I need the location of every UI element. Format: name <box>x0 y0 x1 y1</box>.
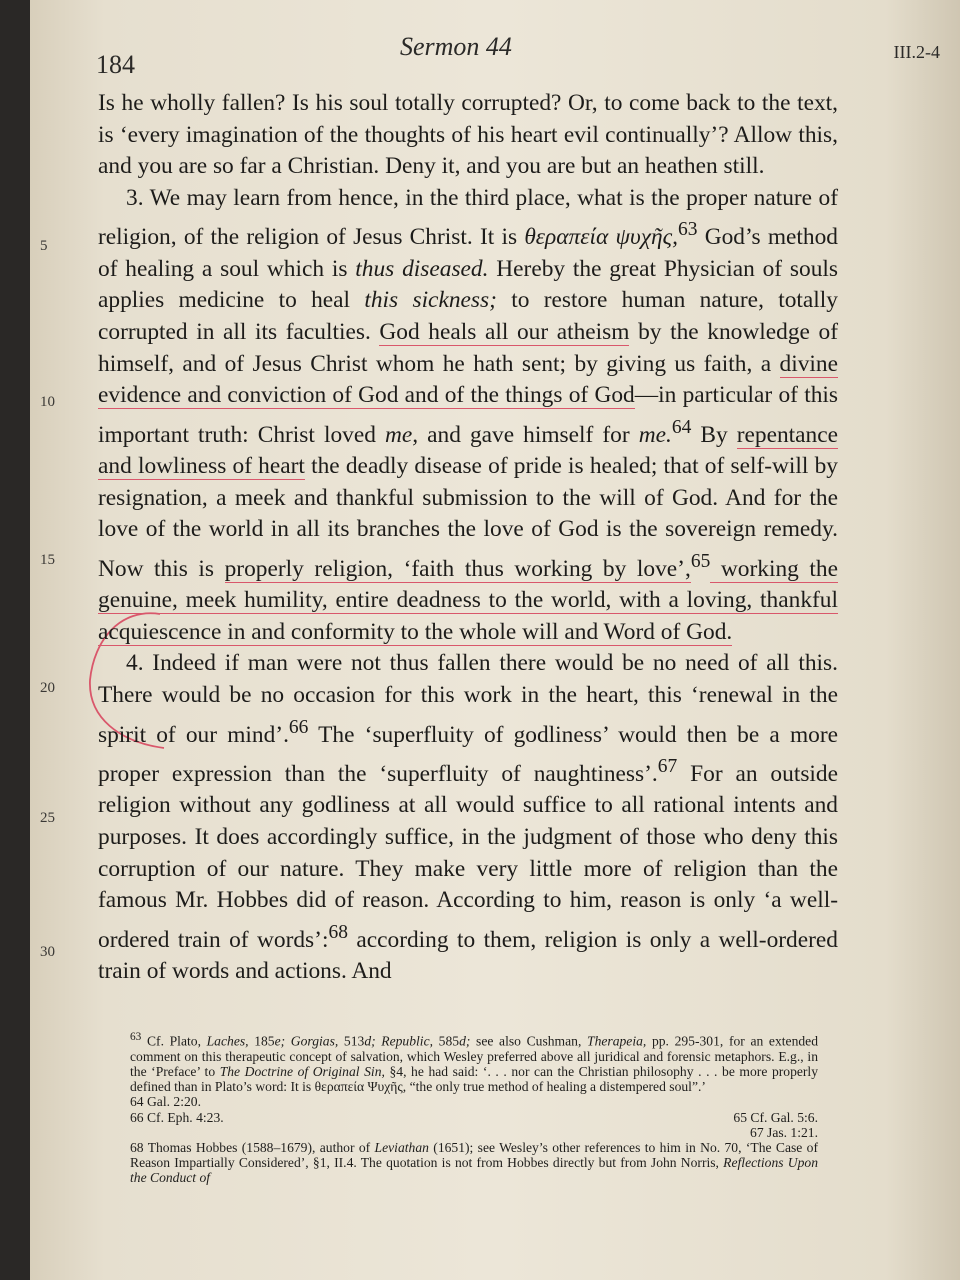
underline-annotation: God heals all our atheism <box>379 318 630 345</box>
footnote-ref: 67 <box>657 756 678 778</box>
line-number: 5 <box>40 238 48 254</box>
underline-annotation: working the genuine, meek humility, entire deadness to the world, with a loving, thankful acquiescence in and conformity to the whole will and Word of God. <box>98 555 838 645</box>
underline-annotation: divine evidence and conviction of God and of the things of God <box>98 350 838 409</box>
footnote-row <box>130 1110 818 1125</box>
body-text <box>98 88 838 988</box>
paragraph-4: 4. Indeed if man were not thus fallen there would be no need of all this. There would be no occasion for this work in the heart, this ‘renewal in the spirit of our mind’.$^{66}$ The ‘superfluity of godliness’ would then be a more proper expression than the ‘superfluity of naughtiness’.$^{67}$ For an outside religion without any godliness at all would suffice to all rational intents and purposes. It does accordingly suffice, in the judgment of those who deny this corruption of our nature. They make very little more of religion than the famous Mr. Hobbes did of reason. According to him, reason is only ‘a well-ordered train of words’:$^{68}$ according to them, religion is only a well-ordered train of words and actions. And <box>98 650 839 985</box>
footnote-ref: 63 <box>677 219 698 241</box>
footnote-row <box>130 1125 818 1140</box>
line-number: 15 <box>40 552 55 568</box>
section-reference: III.2-4 <box>893 42 940 62</box>
book-page <box>30 0 960 1280</box>
footnote-ref: 66 <box>288 716 309 738</box>
greek-term: θεραπεία ψυχῆς, <box>524 224 678 251</box>
paragraph-continuation: Is he wholly fallen? Is his soul totally corrupted? Or, to come back to the text, is ‘every imagination of the thoughts of his heart evil continually’? Allow this, and you are so far a Christian. Deny it, and you are but an heathen still. <box>98 90 838 180</box>
running-title: Sermon 44 <box>400 32 512 61</box>
underline-annotation: repentance and lowliness of heart <box>98 421 838 480</box>
page-number: 184 <box>96 50 135 79</box>
line-number: 25 <box>40 810 55 826</box>
footnote-ref: 65 <box>690 550 711 572</box>
underline-annotation: properly religion, ‘faith thus working by love’, <box>224 555 691 582</box>
footnote-64: 64 Gal. 2:20. <box>130 1094 201 1110</box>
line-number: 10 <box>40 394 55 410</box>
footnotes <box>130 1030 818 1186</box>
footnote-65: 65 Cf. Gal. 5:6. <box>733 1109 818 1125</box>
footnote-63: $^{63}$ Cf. Plato, Laches, 185e; Gorgias, 513d; Republic, 585d; see also Cushman, Therapeia, pp. 295-301, for an extended comment on this therapeutic concept of salvation, which Wesley preferred above all juridical and forensic metaphors. E.g., in the ‘Preface’ to The Doctrine of Original Sin, §4, he had said: ‘. . . nor can the Christian philosophy . . . be more properly defined than in Plato’s word: It is θεραπεία Ψυχῆς, “the only true method of healing a distempered soul”.’ <box>130 1031 819 1095</box>
line-number: 20 <box>40 680 55 696</box>
footnote-66: 66 Cf. Eph. 4:23. <box>130 1109 224 1125</box>
footnote-67: 67 Jas. 1:21. <box>750 1124 818 1140</box>
paragraph-3: 3. We may learn from hence, in the third place, what is the proper nature of religion, of the religion of Jesus Christ. It is θεραπεία ψυχῆς,$^{63}$ God’s method of healing a soul which is thus diseased. Hereby the great Physician of souls applies medicine to heal this sickness; to restore human nature, totally corrupted in all its faculties. God heals all our atheism by the knowledge of himself, and of Jesus Christ whom he hath sent; by giving us faith, a divine evidence and conviction of God and of the things of God—in particular of this important truth: Christ loved me, and gave himself for me.$^{64}$ By repentance and lowliness of heart the deadly disease of pride is healed; that of self-will by resignation, a meek and thankful submission to the will of God. And for the love of the world in all its branches the love of God is the sovereign remedy. Now this is properly religion, ‘faith thus working by love’,$^{65}$ working the genuine, meek humility, entire deadness to the world, with a loving, thankful acquiescence in and conformity to the whole will and Word of God. <box>98 184 838 645</box>
footnote-row <box>130 1094 818 1109</box>
line-number: 30 <box>40 944 55 960</box>
footnote-68: 68 Thomas Hobbes (1588–1679), author of Leviathan (1651); see Wesley’s other references to him in No. 70, ‘The Case of Reason Impartially Considered’, §1, II.4. The quotation is not from Hobbes directly but from John Norris, Reflections Upon the Conduct of <box>130 1139 818 1186</box>
footnote-ref: 68 <box>328 921 348 943</box>
footnote-ref: 64 <box>671 416 692 438</box>
page-header <box>30 28 960 78</box>
